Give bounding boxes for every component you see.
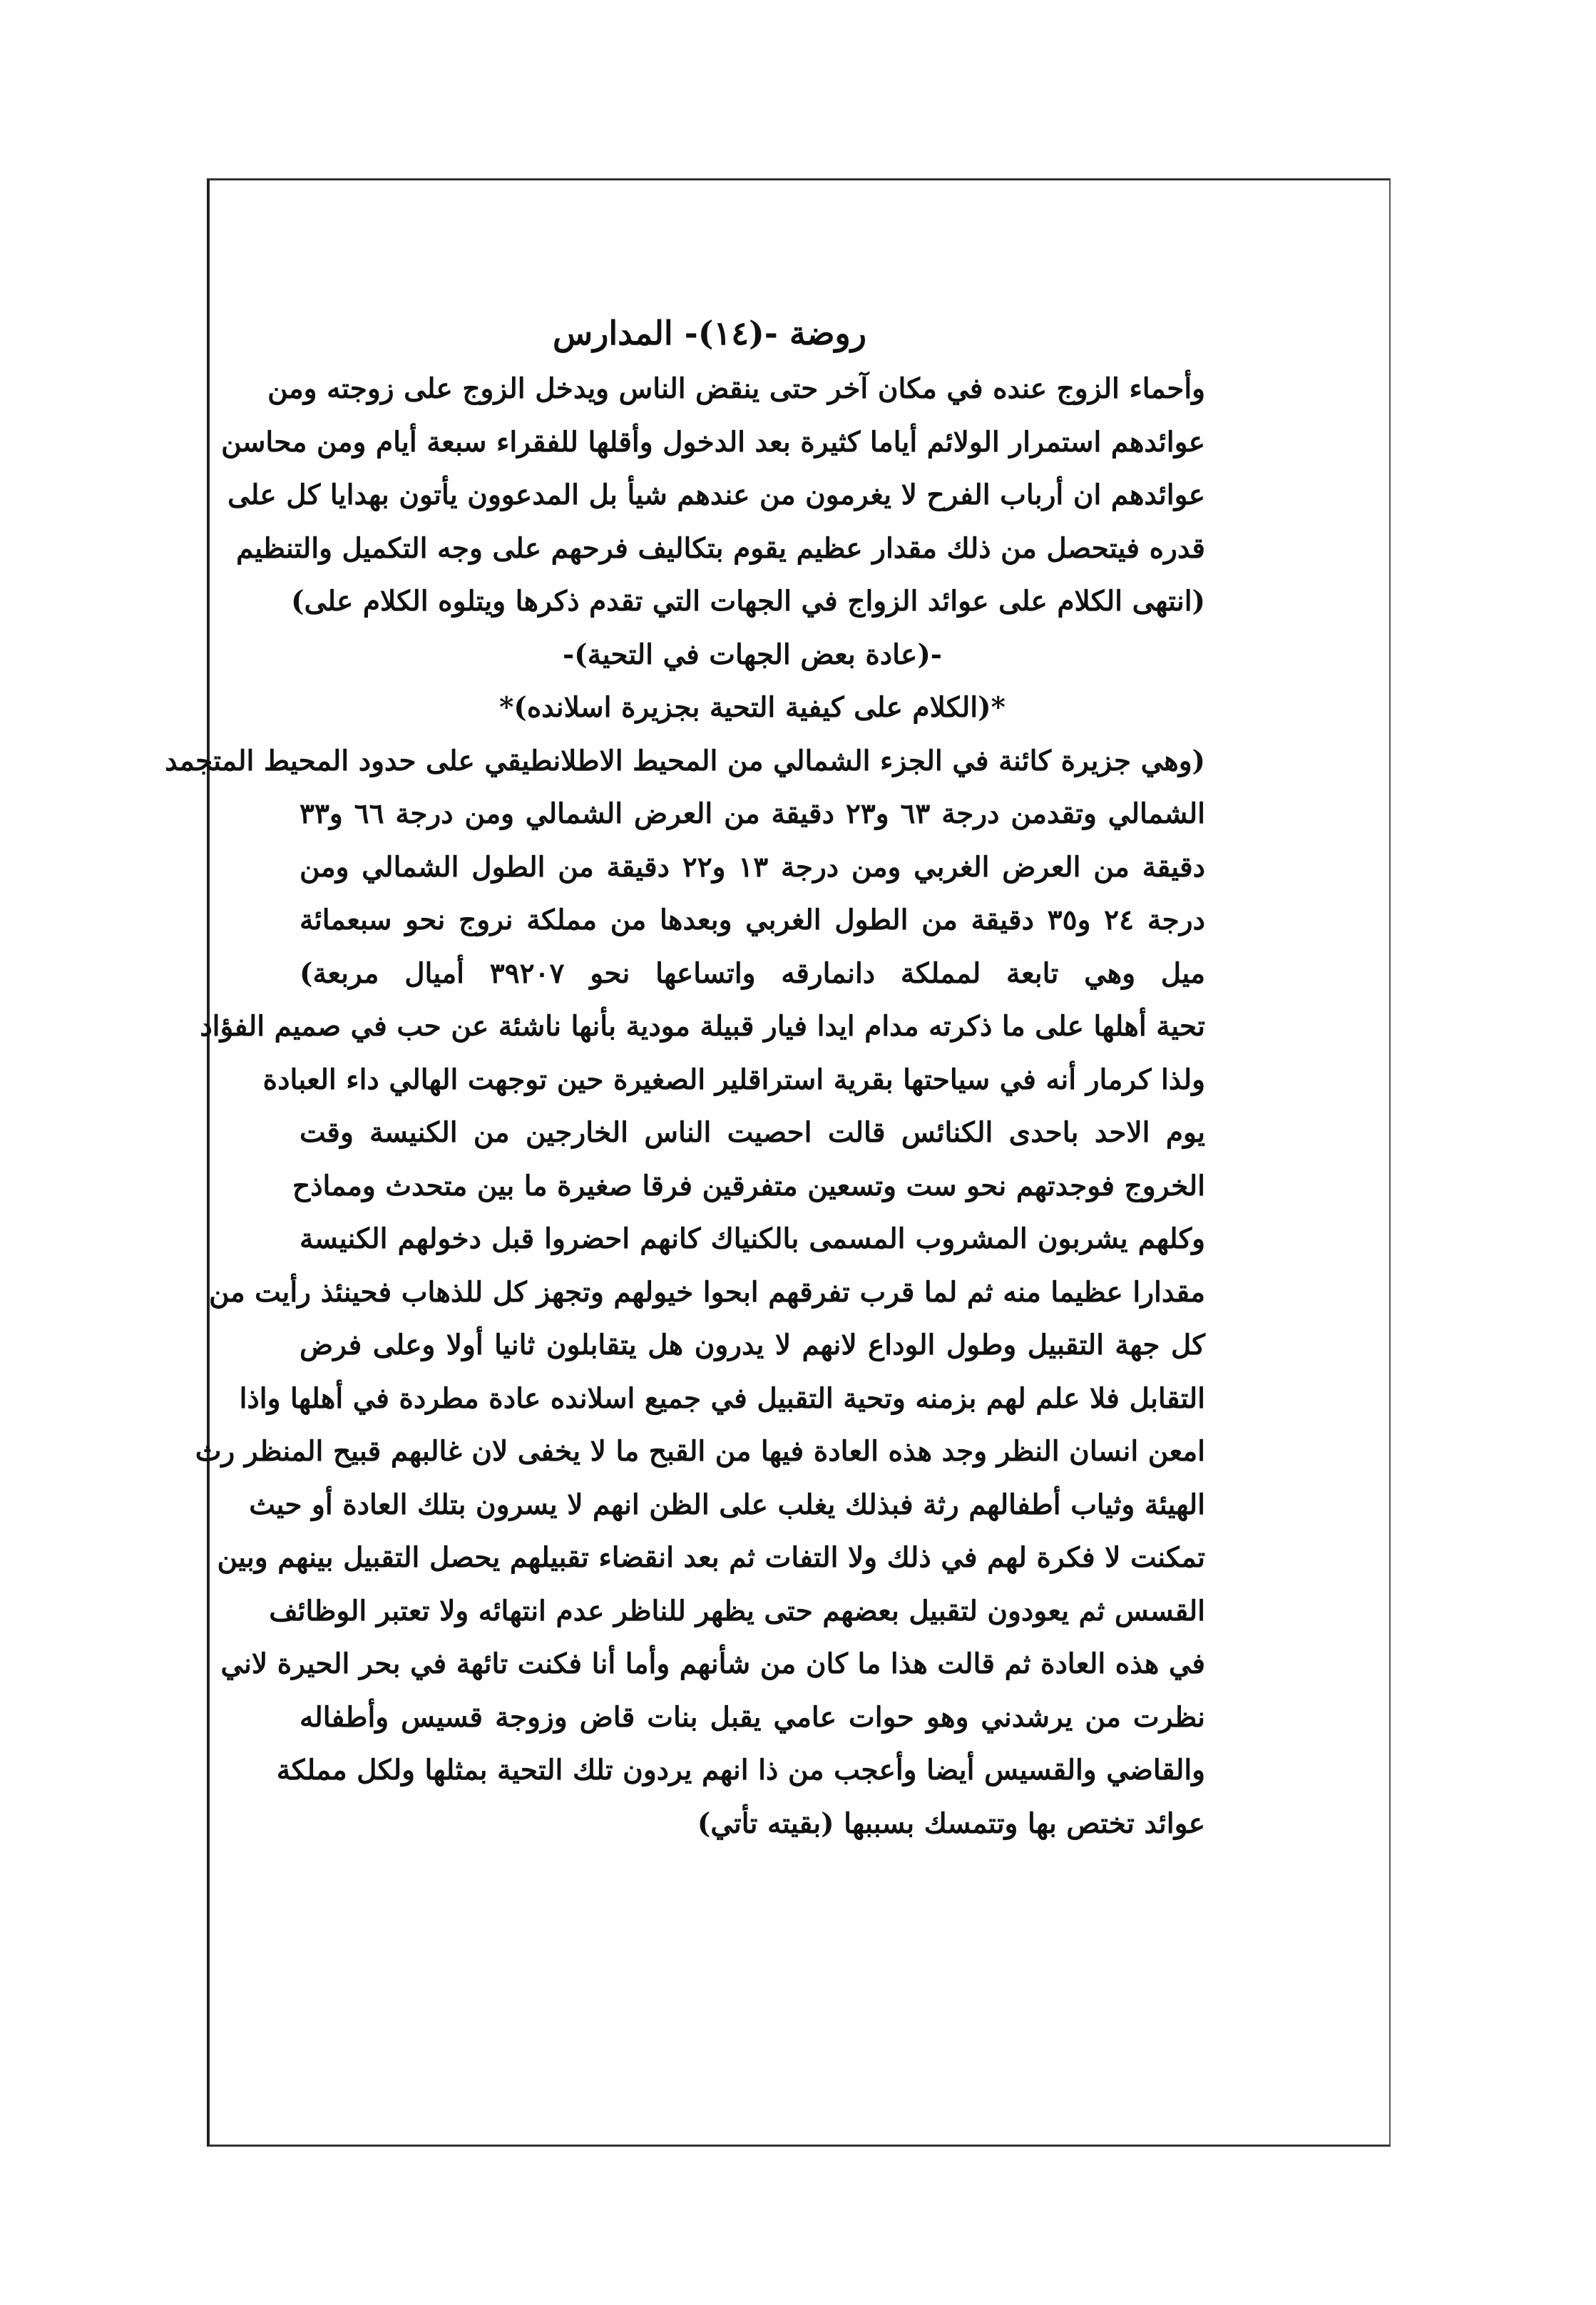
text-line: (انتهى الكلام على عوائد الزواج في الجهات التي تقدم ذكرها ويتلوه الكلام على): [291, 585, 1205, 618]
text-line: ميل وهي تابعة لمملكة دانمارقه واتساعها نحو ٣٩٢٠٧ أميال مربعة): [300, 956, 1205, 990]
continuation-note: (بقيته تأتي): [697, 1806, 834, 1840]
text-line: مقدارا عظيما منه ثم لما قرب تفرقهم ابحوا خيولهم وتجهز كل للذهاب فحينئذ رأيت من: [209, 1275, 1205, 1309]
text-line: الشمالي وتقدمن درجة ٦٣ و٢٣ دقيقة من العرض الشمالي ومن درجة ٦٦ و٣٣: [300, 797, 1205, 830]
text-line: امعن انسان النظر وجد هذه العادة فيها من القبح ما لا يخفى لان غالبهم قبيح المنظر رث: [195, 1435, 1205, 1468]
text-line: ولذا كرمار أنه في سياحتها بقرية استراقلير الصغيرة حين توجهت الهالي داء العبادة: [262, 1063, 1205, 1096]
text-line: درجة ٢٤ و٣٥ دقيقة من الطول الغربي وبعدها من مملكة نروج نحو سبعمائة: [300, 904, 1205, 936]
text-line: يوم الاحد باحدى الكنائس قالت احصيت الناس الخارجين من الكنيسة وقت: [300, 1116, 1205, 1149]
text-line: في هذه العادة ثم قالت هذا ما كان من شأنهم وأما أنا فكنت تائهة في بحر الحيرة لاني: [220, 1647, 1205, 1680]
text-line: والقاضي والقسيس أيضا وأعجب من ذا انهم يردون تلك التحية بمثلها ولكل مملكة: [276, 1754, 1205, 1787]
last-line-text: عوائد تختص بها وتتمسك بسببها: [844, 1806, 1205, 1840]
text-line: الهيئة وثياب أطفالهم رثة فبذلك يغلب على الظن انهم لا يسرون بتلك العادة أو حيث: [249, 1488, 1205, 1521]
text-line: تحية أهلها على ما ذكرته مدام ايدا فيار قبيلة مودية بأنها ناشئة عن حب في صميم الفؤاد: [200, 1010, 1205, 1043]
text-line: التقابل فلا علم لهم بزمنه وتحية التقبيل في جميع اسلانده عادة مطردة في أهلها واذا: [239, 1381, 1205, 1415]
section-heading: *(الكلام على كيفية التحية بجزيرة اسلانده)*: [499, 691, 1006, 724]
document-page: [165, 314, 1205, 1850]
text-line: نظرت من يرشدني وهو حوات عامي يقبل بنات قاض وزوجة قسيس وأطفاله: [300, 1700, 1205, 1734]
text-line: الخروج فوجدتهم نحو ست وتسعين متفرقين فرقا صغيرة ما بين متحدث ومماذح: [292, 1169, 1205, 1202]
text-line: كل جهة التقبيل وطول الوداع لانهم لا يدرون هل يتقابلون ثانيا أولا وعلى فرض: [300, 1329, 1205, 1361]
text-line: وأحماء الزوج عنده في مكان آخر حتى ينقض الناس ويدخل الزوج على زوجته ومن: [267, 372, 1205, 405]
section-heading: -(عادة بعض الجهات في التحية)-: [563, 638, 942, 671]
document-body: [165, 362, 1205, 1797]
text-line: عوائدهم استمرار الولائم أياما كثيرة بعد الدخول وأقلها للفقراء سبعة أيام ومن محاسن: [221, 425, 1205, 459]
text-line: (وهي جزيرة كائنة في الجزء الشمالي من المحيط الاطلانطيقي على حدود المحيط المتجمد: [165, 744, 1205, 777]
page-header: روضة -(١٤)- المدارس: [552, 314, 866, 352]
text-line: القسس ثم يعودون لتقبيل بعضهم حتى يظهر للناظر عدم انتهائه ولا تعتبر الوظائف: [269, 1594, 1205, 1627]
text-line: قدره فيتحصل من ذلك مقدار عظيم يقوم بتكاليف فرحهم على وجه التكميل والتنظيم: [236, 531, 1205, 565]
last-line: [300, 1797, 1205, 1851]
text-line: دقيقة من العرض الغربي ومن درجة ١٣ و٢٢ دقيقة من الطول الشمالي ومن: [300, 850, 1205, 884]
text-line: تمكنت لا فكرة لهم في ذلك ولا التفات ثم بعد انقضاء تقبيلهم يحصل التقبيل بينهم وبين: [217, 1541, 1205, 1574]
text-line: عوائدهم ان أرباب الفرح لا يغرمون من عندهم شيأ بل المدعوون يأتون بهدايا كل على: [227, 479, 1205, 511]
text-line: وكلهم يشربون المشروب المسمى بالكنياك كانهم احضروا قبل دخولهم الكنيسة: [300, 1222, 1205, 1255]
